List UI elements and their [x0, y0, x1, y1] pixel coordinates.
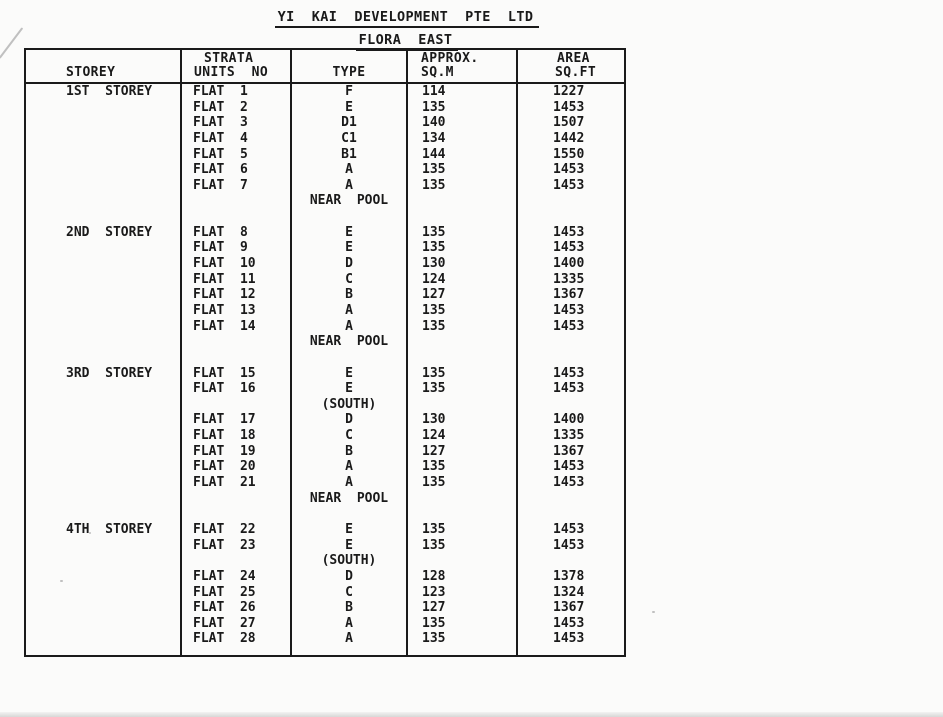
storey-cell: [26, 475, 182, 491]
table-row: [26, 475, 624, 491]
type-note-cell: NEAR POOL: [292, 193, 408, 209]
sqm-cell: 123: [408, 585, 518, 601]
sqft-cell: 1367: [553, 443, 585, 459]
table-note-row: [26, 193, 624, 209]
unit-cell: FLAT 22: [182, 522, 292, 538]
table-row: [26, 585, 624, 601]
table-row: [26, 569, 624, 585]
storey-cell: [26, 131, 182, 147]
storey-cell: [26, 115, 182, 131]
storey-label: 2ND STOREY: [26, 225, 182, 241]
sqm-cell: 127: [408, 287, 518, 303]
unit-cell: FLAT 4: [182, 131, 292, 147]
type-cell: E: [292, 522, 408, 538]
empty-cell: [408, 350, 518, 366]
empty-cell: [182, 350, 292, 366]
unit-cell: FLAT 17: [182, 412, 292, 428]
unit-cell: FLAT 12: [182, 287, 292, 303]
empty-cell: [292, 350, 408, 366]
table-row: [26, 412, 624, 428]
sqft-cell: 1453: [553, 318, 585, 334]
empty-cell: [182, 506, 292, 522]
sqm-cell: 135: [408, 100, 518, 116]
sqft-cell: 1453: [553, 365, 585, 381]
empty-cell: [182, 209, 292, 225]
sqft-cell: 1453: [553, 631, 585, 647]
sqm-cell: 134: [408, 131, 518, 147]
document-header: [2, 6, 812, 51]
sqft-cell: [518, 491, 624, 507]
storey-cell: [26, 319, 182, 335]
empty-cell: [408, 209, 518, 225]
type-cell: B: [292, 600, 408, 616]
empty-cell: [518, 647, 624, 655]
header-approx-sqm: APPROX. SQ.M: [408, 50, 518, 82]
flora-east-area-table: [24, 48, 626, 657]
table-row: [26, 631, 624, 647]
bottom-pad-row: [26, 647, 624, 655]
type-cell: D: [292, 412, 408, 428]
table-row: [26, 115, 624, 131]
sqm-cell: [408, 193, 518, 209]
storey-cell: [26, 334, 182, 350]
empty-cell: [26, 506, 182, 522]
unit-cell: [182, 193, 292, 209]
table-row: [26, 272, 624, 288]
sqft-cell: 1335: [553, 428, 585, 444]
storey-cell: [26, 100, 182, 116]
sqft-cell: 1442: [553, 130, 585, 146]
empty-cell: [26, 350, 182, 366]
table-row: [26, 522, 624, 538]
table-header-row: [26, 50, 624, 84]
type-cell: C: [292, 272, 408, 288]
sqm-cell: [408, 491, 518, 507]
type-cell: E: [292, 225, 408, 241]
storey-cell: [26, 303, 182, 319]
sqft-cell: [518, 193, 624, 209]
type-cell: B: [292, 444, 408, 460]
document-subtitle: FLORA EAST: [356, 32, 459, 51]
unit-cell: FLAT 11: [182, 272, 292, 288]
storey-cell: [26, 459, 182, 475]
unit-cell: FLAT 28: [182, 631, 292, 647]
sqft-cell: 1453: [553, 459, 585, 475]
type-cell: B1: [292, 147, 408, 163]
storey-cell: [26, 256, 182, 272]
unit-cell: FLAT 19: [182, 444, 292, 460]
type-cell: A: [292, 303, 408, 319]
unit-cell: FLAT 21: [182, 475, 292, 491]
storey-cell: [26, 287, 182, 303]
sqft-cell: [518, 397, 624, 413]
table-row: [26, 162, 624, 178]
storey-cell: [26, 444, 182, 460]
sqm-cell: 114: [408, 84, 518, 100]
sqm-cell: 124: [408, 272, 518, 288]
empty-cell: [26, 647, 182, 655]
storey-cell: [26, 616, 182, 632]
type-cell: A: [292, 319, 408, 335]
sqm-cell: 135: [408, 240, 518, 256]
sqm-cell: 135: [408, 522, 518, 538]
unit-cell: FLAT 5: [182, 147, 292, 163]
sqft-cell: 1550: [553, 146, 585, 162]
sqft-cell: 1400: [553, 256, 585, 272]
unit-cell: FLAT 7: [182, 178, 292, 194]
sqm-cell: 135: [408, 381, 518, 397]
sqm-cell: 127: [408, 444, 518, 460]
type-cell: A: [292, 631, 408, 647]
type-cell: D: [292, 569, 408, 585]
section-gap-row: [26, 506, 624, 522]
table-note-row: [26, 334, 624, 350]
type-cell: A: [292, 475, 408, 491]
table-row: [26, 319, 624, 335]
sqm-cell: [408, 397, 518, 413]
table-row: [26, 303, 624, 319]
document-title: YI KAI DEVELOPMENT PTE LTD: [275, 9, 540, 28]
storey-cell: [26, 631, 182, 647]
unit-cell: [182, 397, 292, 413]
sqft-cell: 1400: [553, 412, 585, 428]
unit-cell: FLAT 15: [182, 366, 292, 382]
type-cell: A: [292, 459, 408, 475]
type-cell: A: [292, 178, 408, 194]
empty-cell: [26, 209, 182, 225]
sqft-cell: 1378: [553, 568, 585, 584]
table-row: [26, 178, 624, 194]
sqm-cell: 135: [408, 459, 518, 475]
sqft-cell: 1453: [553, 475, 585, 491]
type-cell: E: [292, 538, 408, 554]
sqft-cell: 1227: [553, 84, 585, 99]
storey-cell: [26, 491, 182, 507]
type-note-cell: (SOUTH): [292, 397, 408, 413]
type-cell: D: [292, 256, 408, 272]
empty-cell: [408, 506, 518, 522]
empty-cell: [292, 647, 408, 655]
sqft-cell: 1453: [553, 240, 585, 256]
sqm-cell: 144: [408, 147, 518, 163]
sqm-cell: 135: [408, 366, 518, 382]
storey-label: 4TH STOREY: [26, 522, 182, 538]
sqm-cell: 135: [408, 631, 518, 647]
type-cell: E: [292, 381, 408, 397]
header-storey: STOREY: [26, 50, 182, 82]
sqm-cell: 135: [408, 178, 518, 194]
unit-cell: FLAT 6: [182, 162, 292, 178]
header-type: TYPE: [292, 50, 408, 82]
sqm-cell: 135: [408, 225, 518, 241]
type-cell: F: [292, 84, 408, 100]
unit-cell: FLAT 9: [182, 240, 292, 256]
sqft-cell: [518, 553, 624, 569]
storey-label: 1ST STOREY: [26, 84, 182, 100]
sqm-cell: [408, 334, 518, 350]
empty-cell: [182, 647, 292, 655]
table-row: [26, 100, 624, 116]
sqft-cell: 1367: [553, 287, 585, 303]
storey-cell: [26, 397, 182, 413]
table-note-row: [26, 397, 624, 413]
empty-cell: [408, 647, 518, 655]
sqft-cell: 1507: [553, 115, 585, 131]
sqm-cell: 130: [408, 256, 518, 272]
storey-label: 3RD STOREY: [26, 366, 182, 382]
sqft-cell: 1367: [553, 600, 585, 616]
type-cell: B: [292, 287, 408, 303]
unit-cell: FLAT 2: [182, 100, 292, 116]
unit-cell: FLAT 25: [182, 585, 292, 601]
table-row: [26, 240, 624, 256]
sqm-cell: 127: [408, 600, 518, 616]
unit-cell: FLAT 24: [182, 569, 292, 585]
empty-cell: [518, 350, 624, 366]
scan-edge-strip: [0, 712, 943, 717]
sqm-cell: [408, 553, 518, 569]
unit-cell: FLAT 1: [182, 84, 292, 100]
sqm-cell: 128: [408, 569, 518, 585]
table-row: [26, 538, 624, 554]
storey-cell: [26, 585, 182, 601]
table-row: [26, 616, 624, 632]
storey-cell: [26, 193, 182, 209]
sqft-cell: 1453: [553, 537, 585, 553]
type-cell: A: [292, 162, 408, 178]
type-cell: C1: [292, 131, 408, 147]
unit-cell: [182, 491, 292, 507]
header-strata-units-no: STRATA UNITS NO: [182, 50, 292, 82]
table-row: [26, 600, 624, 616]
sqm-cell: 135: [408, 538, 518, 554]
type-cell: C: [292, 585, 408, 601]
storey-cell: [26, 569, 182, 585]
sqft-cell: 1453: [553, 381, 585, 397]
empty-cell: [292, 209, 408, 225]
table-row: [26, 366, 624, 382]
sqft-cell: 1453: [553, 302, 585, 318]
storey-cell: [26, 147, 182, 163]
table-row: [26, 225, 624, 241]
table-row: [26, 459, 624, 475]
table-note-row: [26, 553, 624, 569]
scan-speck: [652, 611, 655, 613]
unit-cell: FLAT 13: [182, 303, 292, 319]
sqm-cell: 135: [408, 162, 518, 178]
sqft-cell: 1453: [553, 521, 585, 537]
unit-cell: FLAT 3: [182, 115, 292, 131]
type-note-cell: (SOUTH): [292, 553, 408, 569]
sqft-cell: 1324: [553, 584, 585, 600]
table-body: [26, 84, 624, 655]
storey-cell: [26, 600, 182, 616]
header-area-sqft: AREA SQ.FT: [555, 51, 597, 80]
sqft-cell: 1453: [553, 615, 585, 631]
unit-cell: FLAT 8: [182, 225, 292, 241]
sqft-cell: [518, 334, 624, 350]
sqm-cell: 135: [408, 616, 518, 632]
table-note-row: [26, 491, 624, 507]
sqm-cell: 124: [408, 428, 518, 444]
sqm-cell: 130: [408, 412, 518, 428]
sqm-cell: 135: [408, 303, 518, 319]
storey-cell: [26, 162, 182, 178]
sqft-cell: 1453: [553, 224, 585, 240]
type-cell: E: [292, 240, 408, 256]
unit-cell: FLAT 20: [182, 459, 292, 475]
empty-cell: [518, 506, 624, 522]
section-gap-row: [26, 350, 624, 366]
storey-cell: [26, 178, 182, 194]
sqm-cell: 135: [408, 475, 518, 491]
table-row: [26, 131, 624, 147]
table-row: [26, 287, 624, 303]
type-note-cell: NEAR POOL: [292, 491, 408, 507]
storey-cell: [26, 240, 182, 256]
type-cell: E: [292, 366, 408, 382]
storey-cell: [26, 538, 182, 554]
table-row: [26, 147, 624, 163]
storey-cell: [26, 272, 182, 288]
unit-cell: FLAT 14: [182, 319, 292, 335]
sqft-cell: 1335: [553, 271, 585, 287]
empty-cell: [292, 506, 408, 522]
table-row: [26, 444, 624, 460]
table-row: [26, 256, 624, 272]
sqft-cell: 1453: [553, 177, 585, 193]
sqft-cell: 1453: [553, 162, 585, 178]
type-note-cell: NEAR POOL: [292, 334, 408, 350]
sqft-cell: 1453: [553, 99, 585, 115]
storey-cell: [26, 553, 182, 569]
table-row: [26, 381, 624, 397]
unit-cell: [182, 553, 292, 569]
type-cell: E: [292, 100, 408, 116]
storey-cell: [26, 428, 182, 444]
empty-cell: [518, 209, 624, 225]
unit-cell: FLAT 26: [182, 600, 292, 616]
table-row: [26, 84, 624, 100]
unit-cell: FLAT 27: [182, 616, 292, 632]
type-cell: D1: [292, 115, 408, 131]
storey-cell: [26, 412, 182, 428]
table-row: [26, 428, 624, 444]
unit-cell: [182, 334, 292, 350]
storey-cell: [26, 381, 182, 397]
unit-cell: FLAT 18: [182, 428, 292, 444]
unit-cell: FLAT 16: [182, 381, 292, 397]
type-cell: A: [292, 616, 408, 632]
unit-cell: FLAT 10: [182, 256, 292, 272]
sqm-cell: 140: [408, 115, 518, 131]
unit-cell: FLAT 23: [182, 538, 292, 554]
sqm-cell: 135: [408, 319, 518, 335]
section-gap-row: [26, 209, 624, 225]
type-cell: C: [292, 428, 408, 444]
